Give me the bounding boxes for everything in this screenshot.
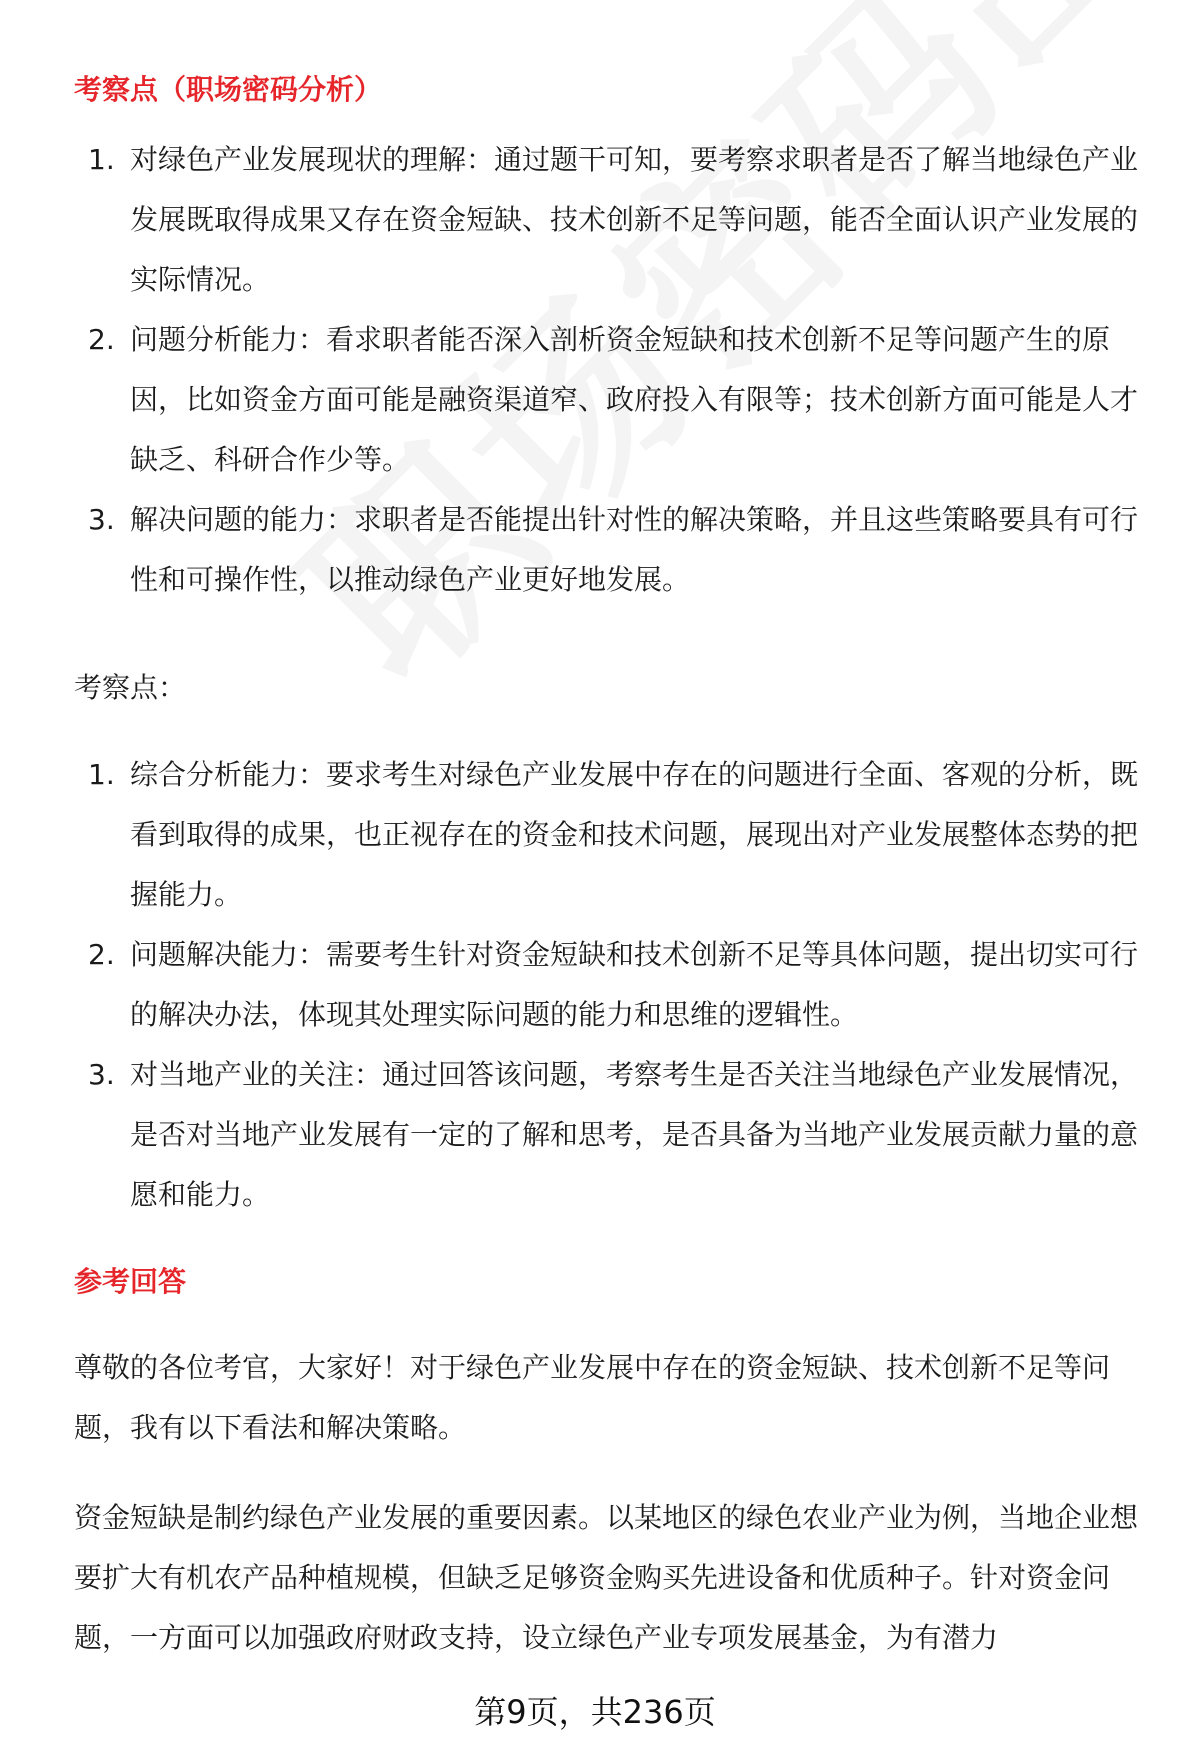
list-text: 对绿色产业发展现状的理解：通过题干可知，要考察求职者是否了解当地绿色产业发展既取得成果又存在资金短缺、技术创新不足等问题，能否全面认识产业发展的实际情况。 — [130, 143, 1139, 296]
list-item — [0, 925, 1190, 1045]
list-item — [0, 490, 1190, 610]
page-number: 第9页，共236页 — [474, 1693, 716, 1731]
list-item — [0, 310, 1190, 490]
list-text: 对当地产业的关注：通过回答该问题，考察考生是否关注当地绿色产业发展情况，是否对当地产业发展有一定的了解和思考，是否具备为当地产业发展贡献力量的意愿和能力。 — [130, 1058, 1139, 1211]
list-text: 综合分析能力：要求考生对绿色产业发展中存在的问题进行全面、客观的分析，既看到取得的成果，也正视存在的资金和技术问题，展现出对产业发展整体态势的把握能力。 — [130, 758, 1139, 911]
list-item — [0, 130, 1190, 310]
list-text: 问题分析能力：看求职者能否深入剖析资金短缺和技术创新不足等问题产生的原因，比如资金方面可能是融资渠道窄、政府投入有限等；技术创新方面可能是人才缺乏、科研合作少等。 — [130, 323, 1139, 476]
list-number: 2. — [88, 938, 115, 971]
analysis-list — [0, 130, 1190, 610]
list-item — [0, 1045, 1190, 1225]
list-number: 3. — [88, 1058, 115, 1091]
points-list — [0, 745, 1190, 1225]
list-number: 1. — [88, 758, 115, 791]
section-heading-points: 考察点： — [74, 671, 187, 704]
list-number: 2. — [88, 323, 115, 356]
section-heading-analysis: 考察点（职场密码分析） — [74, 73, 383, 106]
list-number: 1. — [88, 143, 115, 176]
list-number: 3. — [88, 503, 115, 536]
answer-paragraph: 尊敬的各位考官，大家好！对于绿色产业发展中存在的资金短缺、技术创新不足等问题，我有以下看法和解决策略。 — [74, 1351, 1111, 1444]
list-item — [0, 745, 1190, 925]
list-text: 问题解决能力：需要考生针对资金短缺和技术创新不足等具体问题，提出切实可行的解决办法，体现其处理实际问题的能力和思维的逻辑性。 — [130, 938, 1139, 1031]
list-text: 解决问题的能力：求职者是否能提出针对性的解决策略，并且这些策略要具有可行性和可操作性，以推动绿色产业更好地发展。 — [130, 503, 1139, 596]
answer-paragraph: 资金短缺是制约绿色产业发展的重要因素。以某地区的绿色农业产业为例，当地企业想要扩大有机农产品种植规模，但缺乏足够资金购买先进设备和优质种子。针对资金问题，一方面可以加强政府财政支持，设立绿色产业专项发展基金，为有潜力 — [74, 1501, 1139, 1654]
section-heading-answer: 参考回答 — [74, 1265, 187, 1298]
